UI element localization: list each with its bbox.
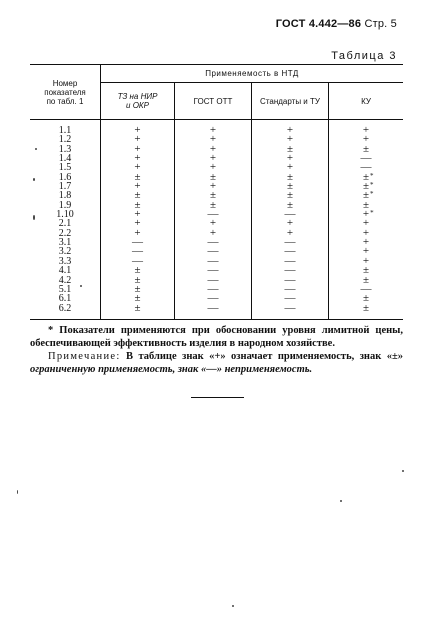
note-text-italic: ограниченную применяемость, знак «—» неприменяемость. [30,364,313,375]
applicability-mark: — [132,236,143,249]
table-row [30,182,403,191]
applicability-mark: — [284,292,296,305]
table-row [30,135,403,144]
table-row [30,210,403,219]
scan-speck [17,490,18,494]
footnote-star: * [370,181,374,190]
row-number: 1.10 [30,210,101,219]
column-header-line: ТЗ на НИР [117,92,158,101]
column-header-number-line: Номер [52,78,78,88]
applicability-mark: + [134,217,141,230]
applicability-mark: ± [134,264,141,277]
applicability-mark: + [134,142,141,155]
scan-speck [80,285,82,287]
applicability-mark: ± [134,170,141,183]
column-header-number [30,65,101,120]
column-header-standards [252,83,329,120]
table-row [30,191,403,200]
applicability-mark: ± [286,189,294,202]
row-number: 3.3 [30,257,101,266]
page-number: Стр. 5 [364,18,397,30]
applicability-mark: ± [286,198,294,211]
applicability-mark: + [209,217,217,230]
note-label: Примечание: [48,351,121,362]
applicability-mark: ± [362,180,370,193]
applicability-mark: ± [362,273,370,286]
applicability-mark: + [209,180,217,193]
applicability-mark: ± [362,301,370,314]
applicability-mark: ± [134,282,141,295]
applicability-mark: — [360,282,372,295]
scan-speck [402,470,404,472]
applicability-mark: ± [362,292,370,305]
applicability-mark: — [284,301,296,314]
applicability-mark: — [207,254,219,267]
row-number: 4.2 [30,276,101,285]
table-body [30,120,403,320]
column-header-line: КУ [361,96,371,106]
table-row [30,304,403,320]
footnote: * Показатели применяются при обосновании уровня лимитной цены, обеспечивающей эффективность изделия в народном хозяйстве. [30,325,403,349]
table-row [30,163,403,172]
column-header-line: ГОСТ ОТТ [193,96,233,106]
applicability-table [30,64,403,320]
applicability-mark: + [209,133,217,146]
applicability-mark: ± [134,189,141,202]
applicability-mark: — [207,301,219,314]
applicability-cell [175,301,252,320]
applicability-mark: + [209,152,217,165]
page-header [276,18,397,30]
applicability-mark: + [134,208,141,221]
column-header-ku [329,83,404,120]
applicability-mark: — [284,208,296,221]
applicability-mark: + [362,217,370,230]
footnote-star: * [370,209,374,218]
applicability-mark: + [134,226,141,239]
footnote-star: * [370,190,374,199]
scan-speck [35,148,37,150]
applicability-mark: ± [362,198,370,211]
applicability-mark: ± [362,142,370,155]
scan-speck [33,215,35,220]
applicability-mark: + [134,124,141,136]
applicability-mark: + [209,226,217,239]
row-number: 5.1 [30,285,101,294]
applicability-mark: + [362,124,370,136]
row-number: 1.3 [30,145,101,154]
applicability-mark: ± [134,198,141,211]
scan-speck [340,500,342,502]
applicability-mark: — [284,254,296,267]
row-number: 1.7 [30,182,101,191]
applicability-mark: + [134,161,141,174]
applicability-mark: + [209,142,217,155]
applicability-mark: + [286,217,294,230]
applicability-mark: ± [209,170,217,183]
applicability-mark: + [209,124,217,136]
applicability-mark: — [207,264,219,277]
applicability-mark: — [207,245,219,258]
row-number: 6.2 [30,304,101,320]
row-number: 2.2 [30,229,101,238]
footnote-star: * [370,171,374,180]
applicability-mark: — [284,236,296,249]
applicability-mark: + [286,161,294,174]
applicability-mark: + [134,152,141,165]
row-number: 2.1 [30,219,101,228]
applicability-mark: + [362,236,370,249]
row-number: 1.4 [30,154,101,163]
row-number: 1.9 [30,201,101,210]
row-number: 1.1 [30,120,101,136]
applicability-mark: + [362,254,370,267]
applicability-mark: + [134,133,141,146]
group-header: Применяемость в НТД [101,65,404,83]
applicability-mark: + [362,226,370,239]
table-row [30,173,403,182]
applicability-mark: + [209,161,217,174]
applicability-mark: ± [362,189,370,202]
column-header-line: и ОКР [126,101,149,110]
row-number: 3.1 [30,238,101,247]
row-number: 4.1 [30,266,101,275]
column-header-number-line: по табл. 1 [46,96,84,106]
applicability-mark: — [284,282,296,295]
applicability-mark: — [284,273,296,286]
applicability-mark: ± [209,198,217,211]
note [30,350,403,376]
row-number: 1.6 [30,173,101,182]
applicability-mark: + [134,180,141,193]
scan-speck [232,605,234,607]
table-caption: Таблица 3 [331,50,397,62]
applicability-mark: — [132,254,143,267]
standard-number: ГОСТ 4.442—86 [275,18,362,30]
row-number: 1.5 [30,163,101,172]
applicability-mark: — [207,282,219,295]
applicability-mark: — [207,292,219,305]
applicability-mark: + [362,133,370,146]
table-row [30,120,403,136]
row-number: 3.2 [30,247,101,256]
applicability-mark: ± [286,180,294,193]
applicability-mark: ± [286,170,294,183]
applicability-mark: ± [209,189,217,202]
applicability-mark: — [132,245,143,258]
applicability-mark: + [362,245,370,258]
applicability-mark: — [284,264,296,277]
applicability-mark: — [360,161,372,174]
applicability-cell [101,301,175,320]
note-text: В таблице знак «+» означает применяемость, знак «±» [120,351,403,362]
table-row [30,145,403,154]
column-header-number-line: показателя [44,87,86,97]
applicability-mark: — [284,245,296,258]
applicability-mark: + [286,226,294,239]
column-header-gost-ott [175,83,252,120]
applicability-mark: + [362,208,370,221]
row-number: 6.1 [30,294,101,303]
applicability-mark: + [286,124,294,136]
separator-line [191,397,244,398]
applicability-mark: — [207,236,219,249]
table-row [30,154,403,163]
applicability-mark: ± [362,264,370,277]
applicability-mark: + [286,152,294,165]
applicability-mark: ± [134,301,141,314]
applicability-mark: ± [286,142,294,155]
applicability-mark: ± [362,170,370,183]
scan-speck [33,178,35,181]
applicability-mark: + [286,133,294,146]
row-number: 1.2 [30,135,101,144]
table-row [30,219,403,228]
applicability-cell [252,301,329,320]
applicability-mark: — [360,152,372,165]
applicability-cell [329,301,404,320]
applicability-mark: ± [134,273,141,286]
column-header-line: Стандарты и ТУ [260,96,320,106]
row-number: 1.8 [30,191,101,200]
applicability-mark: ± [134,292,141,305]
applicability-mark: — [207,208,219,221]
applicability-mark: — [207,273,219,286]
column-header-tz [101,83,175,120]
